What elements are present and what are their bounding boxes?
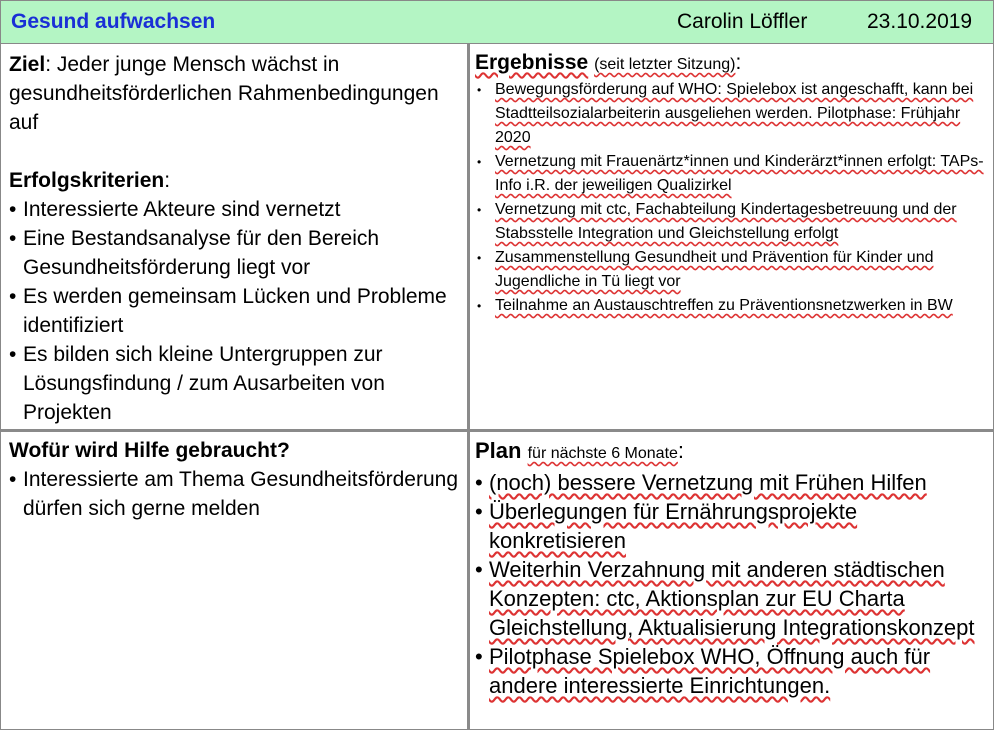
column-divider bbox=[467, 44, 470, 730]
goal-label: Ziel bbox=[9, 53, 46, 76]
list-item: • Vernetzung mit Frauenärtz*innen und Kinderärzt*innen erfolgt: TAPs-Info i.R. der jeweiligen Qualizirkel bbox=[475, 150, 990, 198]
list-item: • Eine Bestandsanalyse für den Bereich Gesundheitsförderung liegt vor bbox=[9, 224, 459, 282]
plan-heading: Plan für nächste 6 Monate: bbox=[475, 438, 685, 463]
results-heading: Ergebnisse (seit letzter Sitzung): bbox=[475, 51, 742, 74]
results-label: Ergebnisse bbox=[475, 51, 589, 74]
document-title: Gesund aufwachsen bbox=[11, 10, 216, 33]
help-list bbox=[9, 465, 459, 523]
list-item: • (noch) bessere Vernetzung mit Frühen Hilfen bbox=[475, 468, 990, 497]
list-item: • Vernetzung mit ctc, Fachabteilung Kindertagesbetreuung und der Stabsstelle Integration und Gleichstellung erfolgt bbox=[475, 198, 990, 246]
results-cell bbox=[475, 50, 990, 318]
content-table bbox=[0, 44, 994, 730]
author-name: Carolin Löffler bbox=[677, 10, 808, 33]
results-list bbox=[475, 78, 990, 318]
plan-note: für nächste 6 Monate bbox=[527, 445, 678, 462]
criteria-list bbox=[9, 195, 459, 427]
criteria-label: Erfolgskriterien bbox=[9, 169, 165, 192]
criteria-heading: Erfolgskriterien: bbox=[9, 169, 171, 192]
help-heading: Wofür wird Hilfe gebraucht? bbox=[9, 439, 290, 462]
list-item: • Überlegungen für Ernährungsprojekte konkretisieren bbox=[475, 497, 990, 555]
list-item: • Teilnahme an Austauschtreffen zu Präventionsnetzwerken in BW bbox=[475, 294, 990, 318]
list-item: • Interessierte Akteure sind vernetzt bbox=[9, 195, 459, 224]
row-divider bbox=[1, 429, 994, 432]
list-item: • Weiterhin Verzahnung mit anderen städtischen Konzepten: ctc, Aktionsplan zur EU Charta Gleichstellung, Aktualisierung Integrationskonzept bbox=[475, 555, 990, 642]
goal-paragraph bbox=[9, 50, 459, 137]
results-note: (seit letzter Sitzung) bbox=[594, 56, 736, 73]
document-date: 23.10.2019 bbox=[867, 10, 973, 33]
list-item: • Es bilden sich kleine Untergruppen zur Lösungsfindung / zum Ausarbeiten von Projekten bbox=[9, 340, 459, 427]
list-item: • Zusammenstellung Gesundheit und Prävention für Kinder und Jugendliche in Tü liegt vor bbox=[475, 246, 990, 294]
plan-cell bbox=[475, 436, 990, 700]
list-item: • Es werden gemeinsam Lücken und Probleme identifiziert bbox=[9, 282, 459, 340]
goal-cell bbox=[9, 50, 459, 427]
list-item: • Bewegungsförderung auf WHO: Spielebox ist angeschafft, kann bei Stadtteilsozialarbeiterin ausgeliehen werden. Pilotphase: Frühjahr 2020 bbox=[475, 78, 990, 150]
goal-text: : Jeder junge Mensch wächst in gesundheitsförderlichen Rahmenbedingungen auf bbox=[9, 53, 439, 134]
plan-list bbox=[475, 468, 990, 700]
header-bar bbox=[0, 0, 994, 44]
list-item: • Interessierte am Thema Gesundheitsförderung dürfen sich gerne melden bbox=[9, 465, 459, 523]
list-item: • Pilotphase Spielebox WHO, Öffnung auch für andere interessierte Einrichtungen. bbox=[475, 642, 990, 700]
help-cell bbox=[9, 436, 459, 523]
plan-label: Plan bbox=[475, 438, 522, 463]
